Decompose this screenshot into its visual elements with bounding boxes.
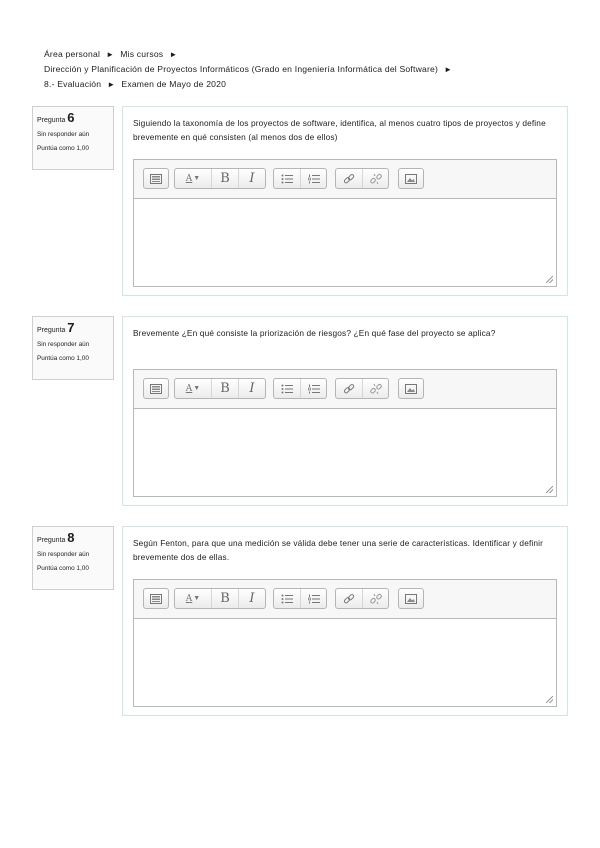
font-color-glyph: A	[185, 593, 193, 604]
answer-textarea[interactable]	[134, 408, 556, 496]
unordered-list-icon[interactable]	[274, 169, 300, 188]
toolbar-group-lists	[273, 168, 327, 189]
editor-toolbar	[134, 160, 556, 199]
question-grade: Puntúa como 1,00	[37, 355, 89, 362]
image-icon[interactable]	[399, 379, 423, 398]
breadcrumb-my-courses-link[interactable]: Mis cursos	[120, 49, 164, 59]
toolbar-group-media	[398, 168, 424, 189]
editor-toolbar	[134, 370, 556, 409]
toolbar-toggle-icon[interactable]	[144, 589, 168, 608]
question-status: Sin responder aún	[37, 341, 90, 348]
unlink-icon[interactable]	[362, 379, 388, 398]
question-label: Pregunta	[37, 537, 66, 544]
question-number: 8	[67, 530, 75, 545]
question-info-panel	[32, 316, 114, 380]
ordered-list-icon[interactable]	[300, 589, 326, 608]
breadcrumb-home-link[interactable]: Área personal	[44, 49, 101, 59]
answer-textarea[interactable]	[134, 618, 556, 706]
toolbar-group-links	[335, 588, 389, 609]
question-text: Según Fenton, para que una medición se válida debe tener una serie de características. Identificar y definir brevemente dos de ellas.	[133, 538, 544, 562]
toolbar-group-media	[398, 378, 424, 399]
resize-handle-icon[interactable]	[546, 486, 553, 493]
font-color-icon[interactable]: A ▼	[185, 173, 201, 184]
question-number: 6	[67, 110, 75, 125]
question-grade: Puntúa como 1,00	[37, 145, 89, 152]
breadcrumb-separator-icon: ►	[444, 65, 453, 74]
toolbar-toggle-icon[interactable]	[144, 169, 168, 188]
font-color-icon[interactable]: A ▼	[185, 383, 201, 394]
bold-icon[interactable]: B	[211, 379, 238, 398]
ordered-list-icon[interactable]	[300, 169, 326, 188]
toolbar-toggle-icon[interactable]	[144, 379, 168, 398]
toolbar-group-text	[174, 588, 266, 609]
font-color-glyph: A	[185, 383, 193, 394]
image-icon[interactable]	[399, 589, 423, 608]
unlink-icon[interactable]	[362, 589, 388, 608]
toolbar-group-toggle	[143, 168, 169, 189]
breadcrumb-quiz-link[interactable]: Examen de Mayo de 2020	[121, 79, 227, 89]
link-icon[interactable]	[336, 589, 362, 608]
unordered-list-icon[interactable]	[274, 589, 300, 608]
question-label: Pregunta	[37, 117, 66, 124]
question-number: 7	[67, 320, 75, 335]
question-content	[122, 526, 568, 716]
toolbar-group-text	[174, 168, 266, 189]
question-info-panel	[32, 526, 114, 590]
unlink-icon[interactable]	[362, 169, 388, 188]
toolbar-group-links	[335, 378, 389, 399]
question-status: Sin responder aún	[37, 551, 90, 558]
italic-icon[interactable]: I	[238, 169, 265, 188]
toolbar-group-toggle	[143, 588, 169, 609]
question-content	[122, 106, 568, 296]
font-color-icon[interactable]: A ▼	[185, 593, 201, 604]
resize-handle-icon[interactable]	[546, 696, 553, 703]
breadcrumb-course-link[interactable]: Dirección y Planificación de Proyectos Informáticos (Grado en Ingeniería Informática del Software)	[44, 64, 439, 74]
breadcrumb-separator-icon: ►	[107, 80, 116, 89]
answer-editor	[133, 369, 557, 497]
toolbar-group-media	[398, 588, 424, 609]
font-color-glyph: A	[185, 173, 193, 184]
question-text: Siguiendo la taxonomía de los proyectos de software, identifica, al menos cuatro tipos de proyectos y define brevemente en qué consisten (al menos dos de ellos)	[133, 118, 546, 142]
link-icon[interactable]	[336, 169, 362, 188]
ordered-list-icon[interactable]	[300, 379, 326, 398]
italic-icon[interactable]: I	[238, 379, 265, 398]
answer-textarea[interactable]	[134, 198, 556, 286]
toolbar-group-lists	[273, 588, 327, 609]
toolbar-group-text	[174, 378, 266, 399]
question-info-panel	[32, 106, 114, 170]
toolbar-group-toggle	[143, 378, 169, 399]
question-grade: Puntúa como 1,00	[37, 565, 89, 572]
breadcrumb-separator-icon: ►	[169, 50, 178, 59]
unordered-list-icon[interactable]	[274, 379, 300, 398]
resize-handle-icon[interactable]	[546, 276, 553, 283]
question-text: Brevemente ¿En qué consiste la priorización de riesgos? ¿En qué fase del proyecto se aplica?	[133, 328, 496, 338]
editor-toolbar	[134, 580, 556, 619]
breadcrumb-section-link[interactable]: 8.- Evaluación	[44, 79, 102, 89]
toolbar-group-lists	[273, 378, 327, 399]
breadcrumb-separator-icon: ►	[106, 50, 115, 59]
image-icon[interactable]	[399, 169, 423, 188]
link-icon[interactable]	[336, 379, 362, 398]
answer-editor	[133, 579, 557, 707]
answer-editor	[133, 159, 557, 287]
breadcrumb	[44, 47, 458, 92]
question-status: Sin responder aún	[37, 131, 90, 138]
bold-icon[interactable]: B	[211, 589, 238, 608]
toolbar-group-links	[335, 168, 389, 189]
question-label: Pregunta	[37, 327, 66, 334]
italic-icon[interactable]: I	[238, 589, 265, 608]
question-content	[122, 316, 568, 506]
bold-icon[interactable]: B	[211, 169, 238, 188]
